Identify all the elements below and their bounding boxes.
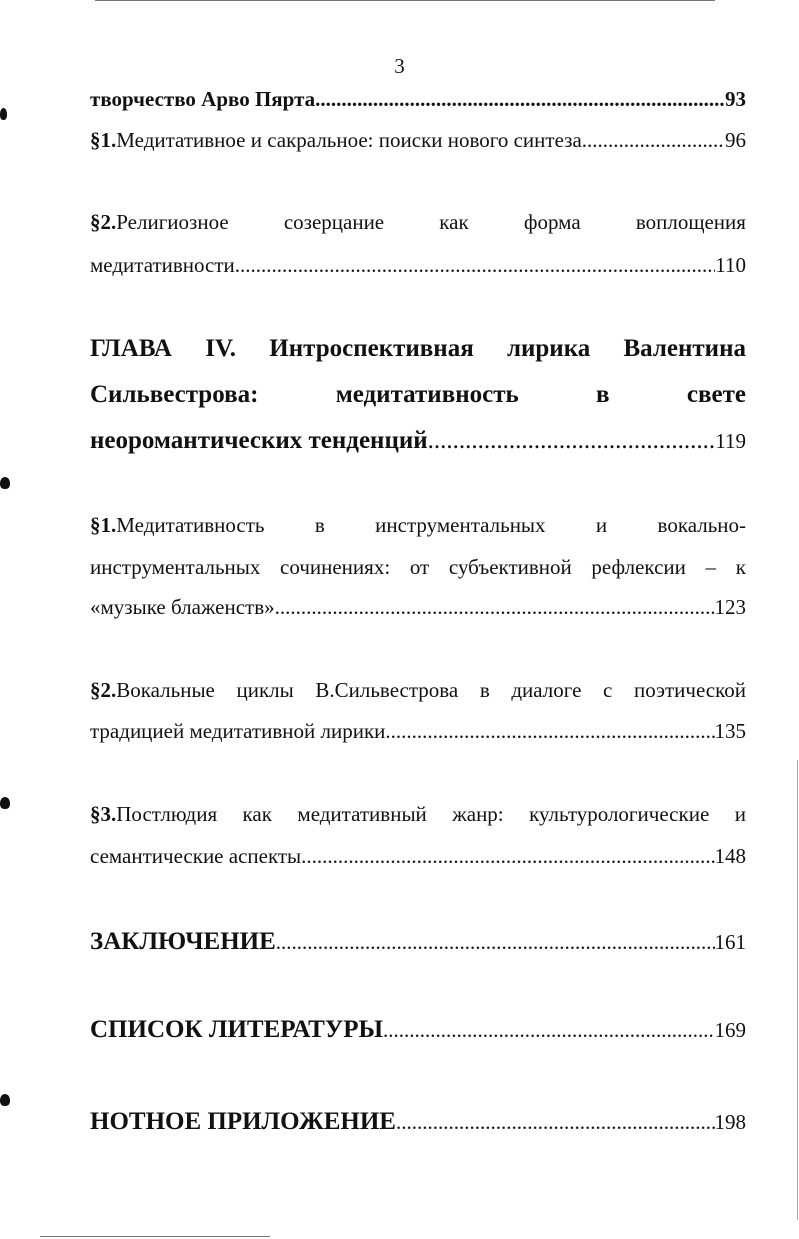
toc-entry-text: НОТНОЕ ПРИЛОЖЕНИЕ [90, 1108, 396, 1135]
toc-entry-text: традицией медитативной лирики [90, 719, 386, 743]
dot-leader [315, 84, 725, 114]
word: сочинениях: [280, 555, 391, 579]
word: Медитативность [116, 513, 265, 537]
binding-hole-mark [0, 477, 10, 489]
toc-entry-ch4-s3-line2 [90, 841, 746, 871]
dot-leader [428, 423, 716, 459]
word: Сильвестрова: [90, 381, 259, 408]
toc-page-number: 169 [714, 1018, 746, 1042]
scan-edge-right [797, 760, 798, 1220]
toc-entry-text: «музыке блаженств» [90, 595, 275, 619]
dot-leader [235, 250, 715, 280]
dot-leader [276, 924, 715, 960]
word: воплощения [635, 210, 746, 234]
toc-entry-text: семантические аспекты [90, 844, 302, 868]
binding-hole-mark [0, 108, 7, 120]
word: культурологические [529, 802, 710, 826]
toc-entry-text: творчество Арво Пярта [90, 87, 316, 111]
toc-entry-text: медитативности [90, 253, 235, 277]
toc-entry-ch4-s1-line1 [90, 510, 746, 540]
word: Постлюдия [116, 802, 218, 826]
word: и [595, 513, 608, 537]
toc-page-number: 198 [714, 1110, 746, 1134]
section-marker: §3. [90, 802, 117, 826]
word: рефлексии [591, 555, 686, 579]
toc-entry-text: Медитативное и сакральное: поиски нового синтеза [116, 128, 582, 152]
word: как [242, 802, 272, 826]
word: от [409, 555, 430, 579]
page-number: 3 [394, 54, 405, 78]
word: инструментальных [375, 513, 546, 537]
toc-entry-ch4-s2-line2 [90, 716, 746, 746]
toc-entry-bibliography [90, 1012, 746, 1048]
toc-entry-conclusion [90, 924, 746, 960]
section-marker: §2. [90, 678, 117, 702]
word: вокально- [657, 513, 746, 537]
toc-page-number: 119 [715, 429, 746, 453]
toc-entry-ch3-s1 [90, 125, 746, 155]
word: с [603, 678, 613, 702]
toc-entry-appendix [90, 1104, 746, 1140]
toc-entry-text: СПИСОК ЛИТЕРАТУРЫ [90, 1016, 384, 1043]
toc-entry-ch4-s2-line1 [90, 675, 746, 705]
word: жанр: [452, 802, 504, 826]
word: лирика [506, 335, 591, 362]
toc-entry-ch3-s2-line1 [90, 207, 746, 237]
word: поэтической [633, 678, 746, 702]
toc-entry-ch4-s3-line1 [90, 799, 746, 829]
dot-leader [383, 1012, 714, 1048]
word: свете [686, 381, 746, 408]
dot-leader [385, 716, 714, 746]
word: Вокальные [116, 678, 215, 702]
section-marker: §1. [90, 513, 117, 537]
binding-hole-mark [0, 1094, 10, 1106]
dot-leader [396, 1104, 715, 1140]
toc-entry-ch3-s2-line2 [90, 250, 746, 280]
word: – [705, 555, 717, 579]
word: в [596, 381, 610, 408]
word: циклы [236, 678, 294, 702]
scan-edge-bottom [40, 1236, 270, 1237]
toc-chapter4-line2 [90, 377, 746, 413]
binding-hole-mark [0, 797, 10, 809]
word: диалоге [511, 678, 582, 702]
toc-entry-text: ЗАКЛЮЧЕНИЕ [90, 928, 276, 955]
word: субъективной [448, 555, 572, 579]
word: IV. [205, 335, 237, 362]
toc-entry-ch4-s1-line2 [90, 552, 746, 582]
word: в [479, 678, 490, 702]
word: медитативный [297, 802, 427, 826]
word: медитативность [335, 381, 519, 408]
word: как [439, 210, 469, 234]
toc-chapter4-line1 [90, 331, 746, 367]
word: инструментальных [90, 555, 261, 579]
dot-leader [275, 592, 715, 622]
word: Интроспективная [269, 335, 474, 362]
scan-edge-top [95, 0, 715, 1]
toc-page-number: 110 [715, 253, 746, 277]
word: к [735, 555, 746, 579]
section-marker: §1. [90, 128, 117, 152]
word: форма [523, 210, 581, 234]
toc-page-number: 135 [714, 719, 746, 743]
toc-entry-ch4-s1-line3 [90, 592, 746, 622]
section-marker: §2. [90, 210, 117, 234]
toc-page-number: 161 [714, 930, 746, 954]
word: созерцание [283, 210, 385, 234]
toc-entry-text: неоромантических тенденций [90, 427, 428, 454]
toc-page-number: 96 [725, 128, 746, 152]
word: Религиозное [116, 210, 229, 234]
word: В.Сильвестрова [315, 678, 459, 702]
word: в [314, 513, 325, 537]
dot-leader [301, 841, 714, 871]
word: и [734, 802, 746, 826]
word: Валентина [623, 335, 746, 362]
toc-page-number: 93 [725, 87, 746, 111]
toc-page-number: 148 [714, 844, 746, 868]
toc-entry-chapter3-cont [90, 84, 746, 114]
word: ГЛАВА [90, 335, 172, 362]
toc-page-number: 123 [714, 595, 746, 619]
dot-leader [582, 125, 725, 155]
toc-chapter4-line3 [90, 423, 746, 459]
